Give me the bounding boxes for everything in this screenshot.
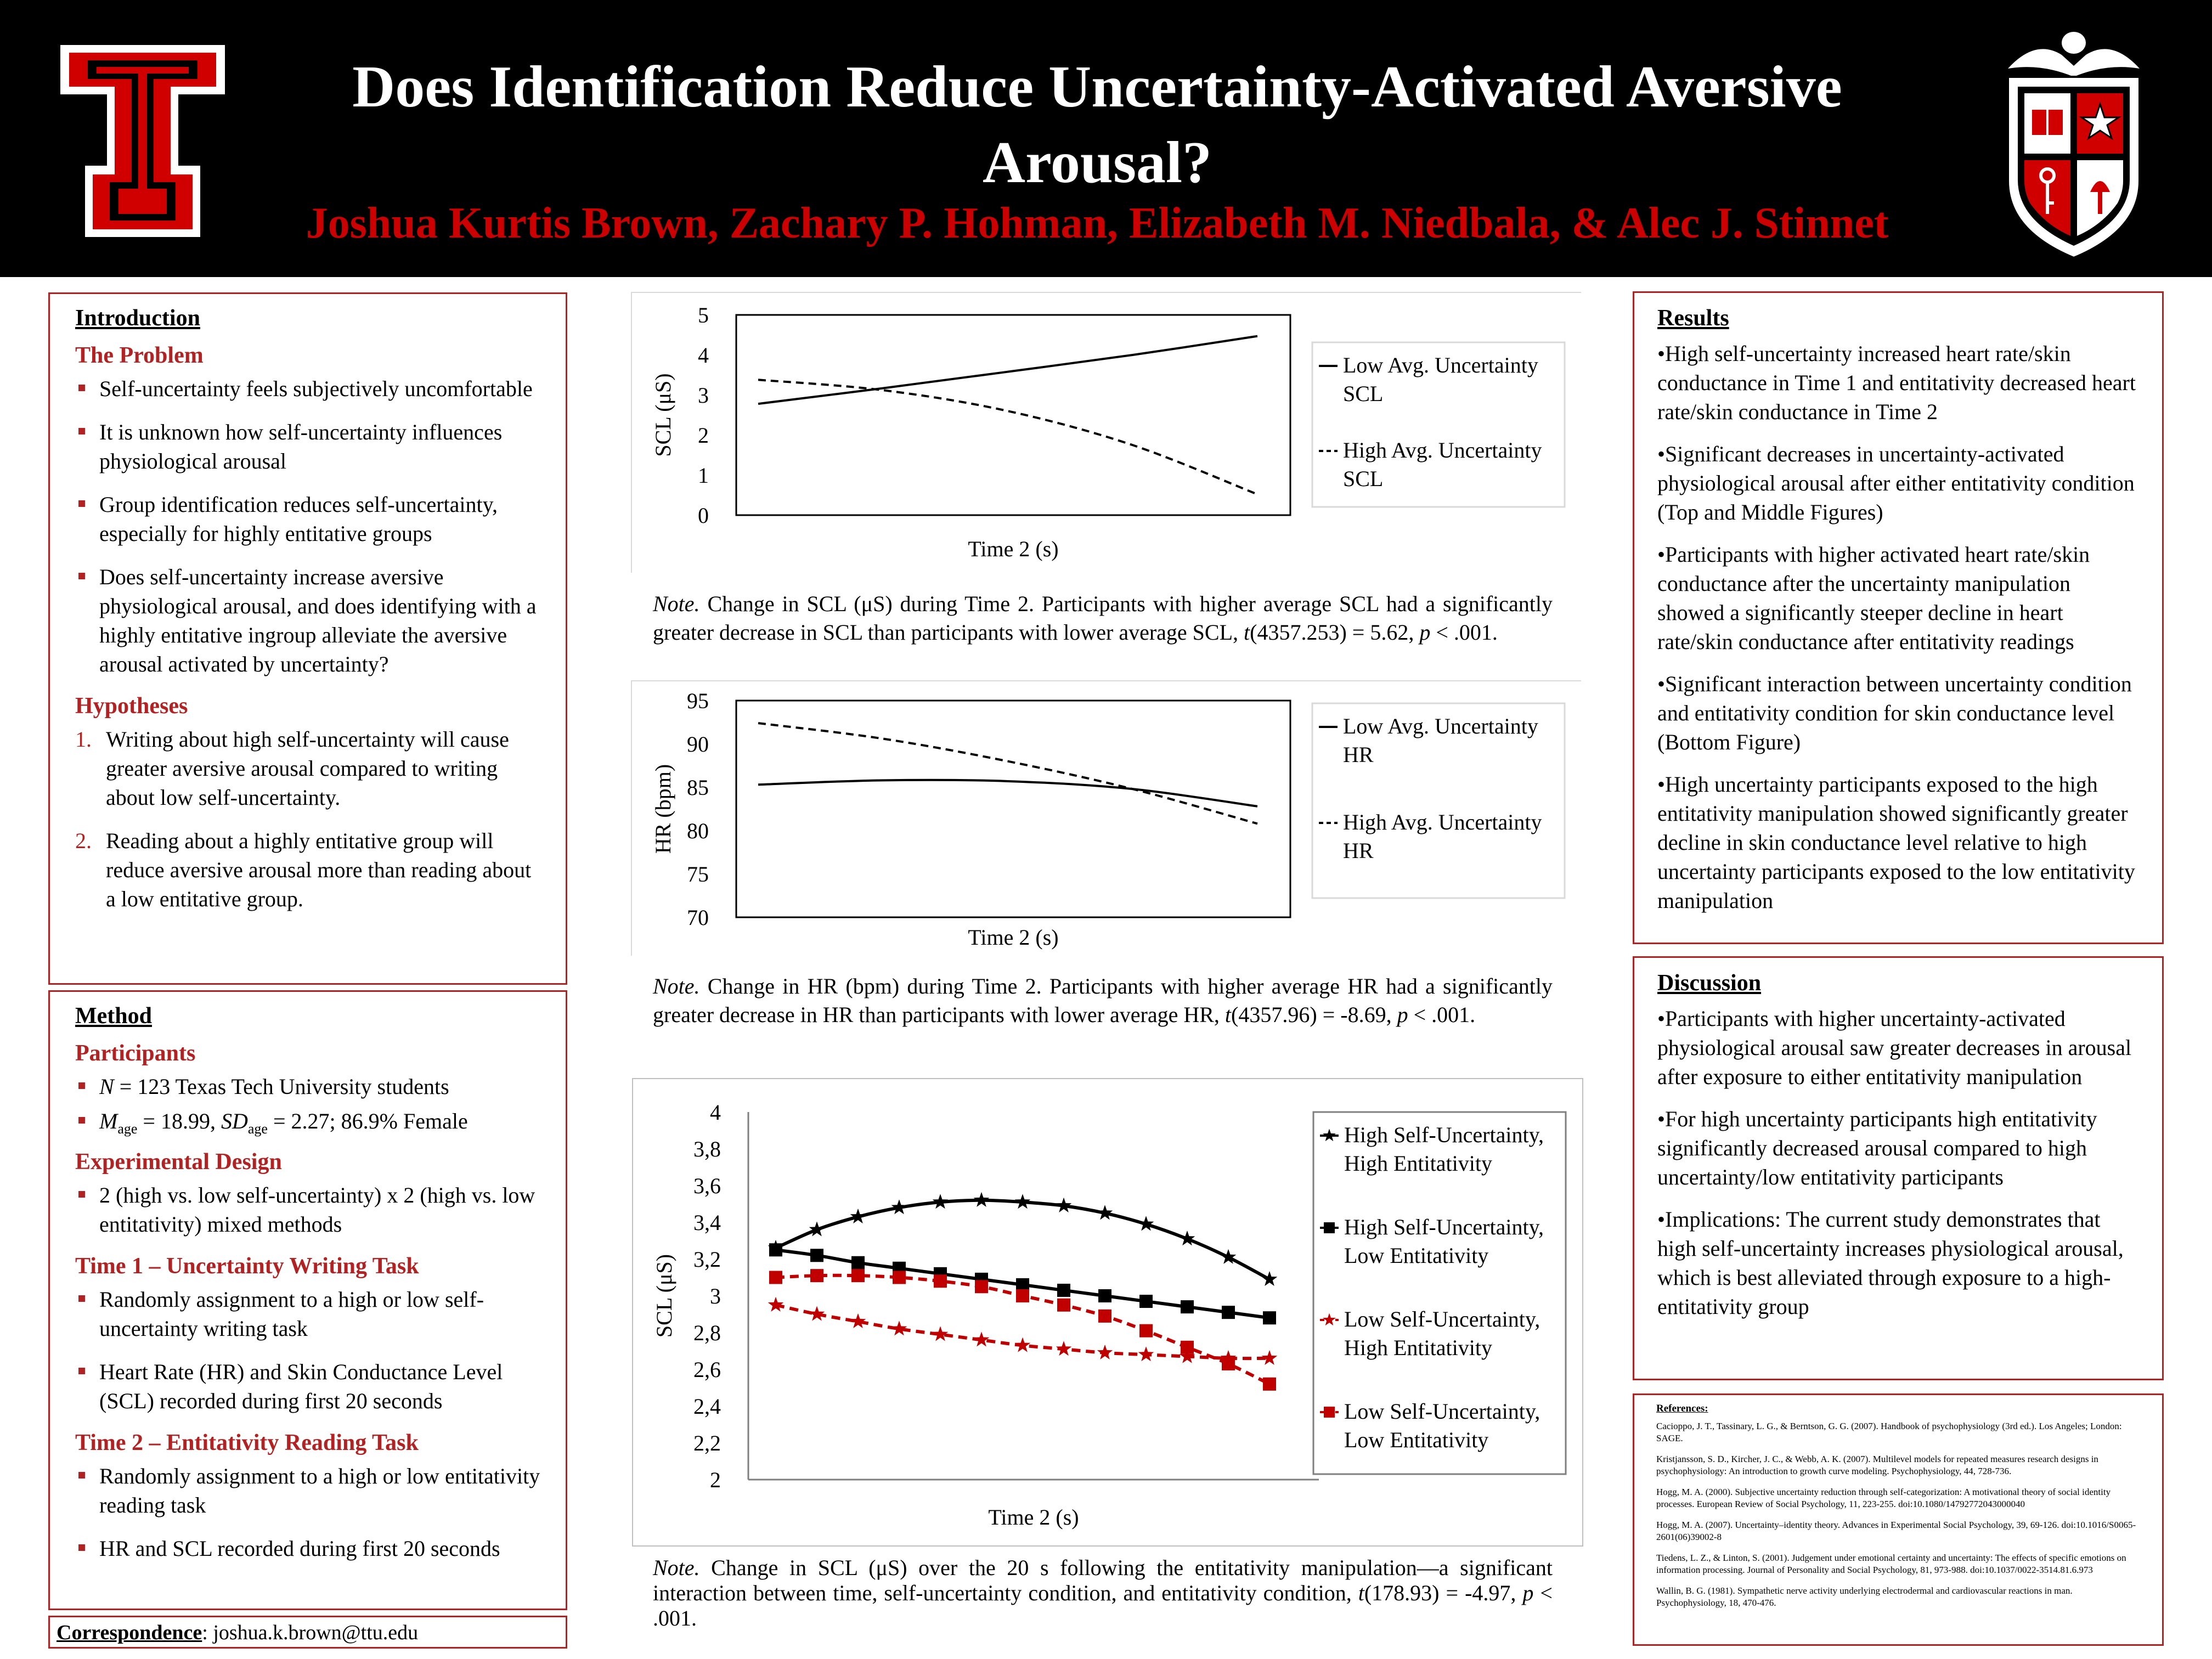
star-marker — [1323, 1129, 1336, 1142]
square-marker — [1181, 1341, 1194, 1354]
series-line — [776, 1200, 1269, 1279]
poster-header — [0, 0, 2212, 277]
list-item: Does self-uncertainty increase aversive physiological arousal, and does identifying with a highly entitative ingroup alleviate the aversive arousal activated by uncertainty? — [75, 562, 540, 679]
y-tick-label: 3,8 — [693, 1137, 721, 1161]
list-item: •Significant decreases in uncertainty-activated physiological arousal after either entitativity condition (Top and Middle Figures) — [1657, 442, 2135, 524]
y-tick-label: 3,2 — [693, 1247, 721, 1272]
age-subscript: age — [247, 1121, 268, 1137]
correspondence-email[interactable]: : joshua.k.brown@ttu.edu — [202, 1621, 419, 1644]
y-axis-label: SCL (μS) — [652, 1254, 676, 1338]
star-marker — [1138, 1216, 1154, 1231]
square-marker — [934, 1274, 947, 1288]
t-value: (4357.253) = 5.62, — [1250, 620, 1420, 645]
legend-label: High Self-Uncertainty, — [1344, 1215, 1544, 1239]
y-tick-label: 95 — [687, 689, 709, 713]
references-panel — [1633, 1393, 2164, 1646]
y-tick-label: 4 — [710, 1100, 721, 1125]
participants-list — [75, 1072, 540, 1143]
legend-label: High Entitativity — [1344, 1151, 1492, 1176]
time1-heading: Time 1 – Uncertainty Writing Task — [75, 1254, 419, 1279]
legend-label: HR — [1343, 742, 1374, 767]
interaction-line-chart — [633, 1079, 1582, 1545]
reference-item: Wallin, B. G. (1981). Sympathetic nerve activity underlying electrodermal and cardiovascular reactions in man. Psychophysiology, 18, 470-476. — [1656, 1585, 2073, 1608]
square-marker — [1263, 1311, 1276, 1324]
ttu-seal-icon — [1997, 16, 2151, 263]
star-marker — [1138, 1346, 1154, 1361]
square-marker — [1324, 1407, 1335, 1418]
square-marker — [1139, 1295, 1153, 1308]
hypotheses-list — [75, 725, 540, 913]
list-item — [75, 1107, 540, 1143]
list-item: •High uncertainty participants exposed to the high entitativity manipulation showed significantly greater decline in skin conductance level relative to high uncertainty participants exposed to the low entitativity manipulation — [1657, 772, 2135, 913]
n-symbol: N — [99, 1074, 114, 1099]
method-panel — [48, 990, 567, 1610]
note-label: Note. — [653, 591, 700, 616]
y-tick-label: 2,2 — [693, 1431, 721, 1455]
discussion-panel — [1633, 956, 2164, 1380]
y-tick-label: 2,6 — [693, 1357, 721, 1382]
note-text: Change in SCL (μS) over the 20 s following the entitativity manipulation—a significant interaction between time, self-uncertainty condition, and entitativity condition, — [653, 1555, 1553, 1605]
legend-label: Low Entitativity — [1344, 1427, 1489, 1452]
square-marker — [975, 1280, 988, 1293]
square-marker — [1181, 1300, 1194, 1313]
list-item — [75, 1072, 540, 1101]
problem-list — [75, 374, 540, 679]
x-axis-label: Time 2 (s) — [968, 537, 1059, 561]
square-marker — [1057, 1284, 1070, 1297]
y-tick-label: 2 — [710, 1468, 721, 1492]
square-marker — [851, 1269, 865, 1282]
square-marker — [1057, 1299, 1070, 1312]
star-marker — [933, 1326, 949, 1341]
t-value: (178.93) = -4.97, — [1364, 1581, 1523, 1605]
sd-value: = 2.27; 86.9% Female — [267, 1109, 468, 1133]
time2-heading: Time 2 – Entitativity Reading Task — [75, 1430, 419, 1455]
results-heading: Results — [1657, 306, 1729, 331]
star-marker — [1262, 1271, 1278, 1286]
star-marker — [1323, 1313, 1336, 1326]
list-item: Group identification reduces self-uncertainty, especially for highly entitative groups — [75, 490, 540, 548]
list-item: •Significant interaction between uncertainty condition and entitativity condition for skin conductance level (Bottom Figure) — [1657, 672, 2132, 754]
hr-chart-note — [653, 972, 1553, 1029]
y-tick-label: 4 — [698, 343, 709, 368]
y-tick-label: 2 — [698, 423, 709, 448]
note-label: Note. — [653, 1555, 700, 1580]
title-line-1: Does Identification Reduce Uncertainty-Activated Aversive — [352, 54, 1842, 120]
hypothesis-text: Writing about high self-uncertainty will cause greater aversive arousal compared to writing about low self-uncertainty. — [106, 727, 509, 810]
star-marker — [891, 1321, 907, 1335]
square-marker — [769, 1243, 782, 1256]
square-marker — [769, 1271, 782, 1284]
t-symbol: t — [1358, 1581, 1364, 1605]
y-tick-label: 2,8 — [693, 1321, 721, 1345]
author-list: Joshua Kurtis Brown, Zachary P. Hohman, Elizabeth M. Niedbala, & Alec J. Stinnet — [306, 199, 1889, 247]
y-tick-label: 0 — [698, 503, 709, 528]
results-panel — [1633, 291, 2164, 944]
list-item: •High self-uncertainty increased heart rate/skin conductance in Time 1 and entitativity decreased heart rate/skin conductance in Time 2 — [1657, 341, 2136, 424]
square-marker — [1098, 1310, 1111, 1323]
star-marker — [1262, 1350, 1278, 1365]
y-tick-label: 80 — [687, 819, 709, 843]
list-item: Heart Rate (HR) and Skin Conductance Level (SCL) recorded during first 20 seconds — [75, 1357, 540, 1415]
legend-label: High Avg. Uncertainty — [1343, 438, 1542, 462]
y-tick-label: 2,4 — [693, 1394, 721, 1419]
square-marker — [851, 1256, 865, 1269]
x-axis-label: Time 2 (s) — [968, 925, 1059, 950]
legend-label: HR — [1343, 838, 1374, 863]
reference-item: Hogg, M. A. (2007). Uncertainty–identity theory. Advances in Experimental Social Psychology, 39, 69-126. doi:10.1016/S0065-2601(06)39002-8 — [1656, 1520, 2136, 1542]
list-item — [75, 826, 540, 913]
square-marker — [893, 1271, 906, 1284]
star-marker — [850, 1209, 866, 1223]
legend-label: Low Avg. Uncertainty — [1343, 353, 1538, 377]
correspondence-box — [48, 1616, 567, 1649]
plot-frame — [736, 315, 1290, 515]
square-marker — [1222, 1357, 1235, 1370]
t-symbol: t — [1224, 1002, 1232, 1027]
list-item: Randomly assignment to a high or low self-uncertainty writing task — [75, 1285, 540, 1343]
interaction-chart-note — [653, 1555, 1553, 1631]
introduction-panel — [48, 292, 567, 985]
design-list — [75, 1181, 540, 1239]
legend-label: Low Self-Uncertainty, — [1344, 1399, 1541, 1424]
p-symbol: p — [1522, 1581, 1534, 1605]
legend-label: SCL — [1343, 381, 1384, 406]
star-marker — [974, 1192, 990, 1207]
poster-title — [263, 49, 1931, 201]
series-line — [758, 380, 1257, 494]
list-item: •Participants with higher uncertainty-activated physiological arousal saw greater decreases in arousal after exposure to either entitativity manipulation — [1657, 1006, 2132, 1089]
square-marker — [1263, 1378, 1276, 1391]
y-axis-label: SCL (μS) — [651, 373, 675, 457]
mean-value: = 18.99, — [137, 1109, 221, 1133]
star-marker — [974, 1331, 990, 1346]
star-marker — [1097, 1345, 1113, 1359]
hr-line-chart — [632, 681, 1581, 956]
series-line — [758, 723, 1257, 823]
title-line-2: Arousal? — [982, 130, 1212, 195]
time2-list — [75, 1462, 540, 1563]
star-marker — [1180, 1231, 1195, 1245]
reference-item: Hogg, M. A. (2000). Subjective uncertainty reduction through self-categorization: A motivational theory of social identity processes. European Review of Social Psychology, 11, 223-255. doi:10.1080/14792772043000040 — [1656, 1487, 2111, 1509]
mean-symbol: M — [99, 1109, 118, 1133]
list-item: •Implications: The current study demonstrates that high self-uncertainty increases physiological arousal, which is best alleviated through exposure to a high-entitativity group — [1657, 1207, 2124, 1319]
star-marker — [809, 1306, 825, 1321]
square-marker — [1324, 1222, 1335, 1233]
list-number: 1. — [75, 727, 92, 752]
scl-line-chart — [632, 293, 1581, 573]
series-line — [758, 336, 1257, 404]
t-value: (4357.96) = -8.69, — [1231, 1002, 1397, 1027]
y-tick-label: 3 — [698, 383, 709, 408]
star-marker — [1097, 1205, 1113, 1220]
participants-heading: Participants — [75, 1041, 196, 1066]
square-marker — [810, 1269, 823, 1282]
introduction-heading: Introduction — [75, 306, 200, 331]
p-symbol: p — [1419, 620, 1431, 645]
square-marker — [1016, 1289, 1029, 1302]
list-number: 2. — [75, 828, 92, 853]
star-marker — [1056, 1198, 1072, 1212]
reference-item: Cacioppo, J. T., Tassinary, L. G., & Berntson, G. G. (2007). Handbook of psychophysiology (3rd ed.). Los Angeles; London: SAGE. — [1656, 1421, 2122, 1443]
list-item — [75, 725, 540, 812]
p-value: < .001. — [653, 1581, 1553, 1630]
legend-label: Low Entitativity — [1344, 1243, 1489, 1268]
list-item: HR and SCL recorded during first 20 seconds — [75, 1534, 540, 1563]
legend-label: High Entitativity — [1344, 1335, 1492, 1360]
reference-item: Kristjansson, S. D., Kircher, J. C., & Webb, A. K. (2007). Multilevel models for repeated measures research designs in psychophysiology: An introduction to growth curve modeling. Psychophysiology, 44, 728-736. — [1656, 1454, 2098, 1476]
star-marker — [768, 1297, 784, 1312]
list-item: •Participants with higher activated heart rate/skin conductance after the uncertainty manipulation showed a significantly steeper decline in heart rate/skin conductance after entitativity readings — [1657, 542, 2090, 654]
note-text: Change in HR (bpm) during Time 2. Participants with higher average HR had a significantly greater decrease in HR than participants with lower average HR, — [653, 974, 1553, 1027]
y-tick-label: 3,4 — [693, 1210, 721, 1235]
scl-chart-note — [653, 590, 1553, 647]
legend-label: Low Avg. Uncertainty — [1343, 714, 1538, 738]
y-tick-label: 70 — [687, 905, 709, 930]
square-marker — [810, 1249, 823, 1262]
y-axis-label: HR (bpm) — [651, 764, 675, 854]
star-marker — [891, 1199, 907, 1214]
y-tick-label: 85 — [687, 775, 709, 800]
p-value: < .001. — [1430, 620, 1498, 645]
list-item: •For high uncertainty participants high entitativity significantly decreased arousal compared to high uncertainty/low entitativity participants — [1657, 1107, 2097, 1189]
age-subscript: age — [117, 1121, 138, 1137]
list-item: It is unknown how self-uncertainty influences physiological arousal — [75, 417, 540, 476]
tt-logo-icon — [55, 40, 230, 242]
legend-label: Low Self-Uncertainty, — [1344, 1307, 1541, 1331]
list-item: 2 (high vs. low self-uncertainty) x 2 (high vs. low entitativity) mixed methods — [75, 1181, 540, 1239]
square-marker — [1222, 1306, 1235, 1319]
star-marker — [1056, 1341, 1072, 1356]
legend-label: SCL — [1343, 466, 1384, 491]
method-heading: Method — [75, 1003, 152, 1029]
y-tick-label: 3 — [710, 1284, 721, 1308]
discussion-heading: Discussion — [1657, 970, 1762, 996]
star-marker — [809, 1221, 825, 1236]
square-marker — [1098, 1289, 1111, 1302]
hr-chart-box — [631, 680, 1581, 956]
star-marker — [850, 1313, 866, 1328]
correspondence-label: Correspondence — [57, 1621, 202, 1644]
legend-label: High Self-Uncertainty, — [1344, 1122, 1544, 1147]
y-tick-label: 75 — [687, 862, 709, 887]
interaction-chart-box — [632, 1078, 1583, 1547]
references-heading: References: — [1656, 1403, 1708, 1414]
problem-heading: The Problem — [75, 343, 204, 368]
x-axis-label: Time 2 (s) — [988, 1505, 1079, 1530]
note-label: Note. — [653, 974, 700, 998]
legend-label: High Avg. Uncertainty — [1343, 810, 1542, 834]
p-value: < .001. — [1408, 1002, 1476, 1027]
hypotheses-heading: Hypotheses — [75, 693, 188, 719]
time1-list — [75, 1285, 540, 1415]
square-marker — [1139, 1324, 1153, 1338]
p-symbol: p — [1397, 1002, 1408, 1027]
y-tick-label: 5 — [698, 303, 709, 328]
y-tick-label: 90 — [687, 732, 709, 757]
list-item: Randomly assignment to a high or low entitativity reading task — [75, 1462, 540, 1520]
hypothesis-text: Reading about a highly entitative group will reduce aversive arousal more than reading about a low entitative group. — [106, 828, 532, 911]
list-item: Self-uncertainty feels subjectively uncomfortable — [75, 374, 540, 403]
sd-symbol: SD — [221, 1109, 248, 1133]
reference-item: Tiedens, L. Z., & Linton, S. (2001). Judgement under emotional certainty and uncertainty: The effects of specific emotions on information processing. Journal of Personality and Social Psychology, 81, 973-988. doi:10.1037/0022-3514.81.6.973 — [1656, 1553, 2126, 1575]
note-text: Change in SCL (μS) during Time 2. Participants with higher average SCL had a significantly greater decrease in SCL than participants with lower average SCL, — [653, 591, 1553, 645]
t-symbol: t — [1244, 620, 1250, 645]
y-tick-label: 3,6 — [693, 1173, 721, 1198]
y-tick-label: 1 — [698, 463, 709, 488]
n-text: = 123 Texas Tech University students — [114, 1074, 449, 1099]
scl-chart-box — [631, 292, 1581, 573]
design-heading: Experimental Design — [75, 1149, 282, 1175]
